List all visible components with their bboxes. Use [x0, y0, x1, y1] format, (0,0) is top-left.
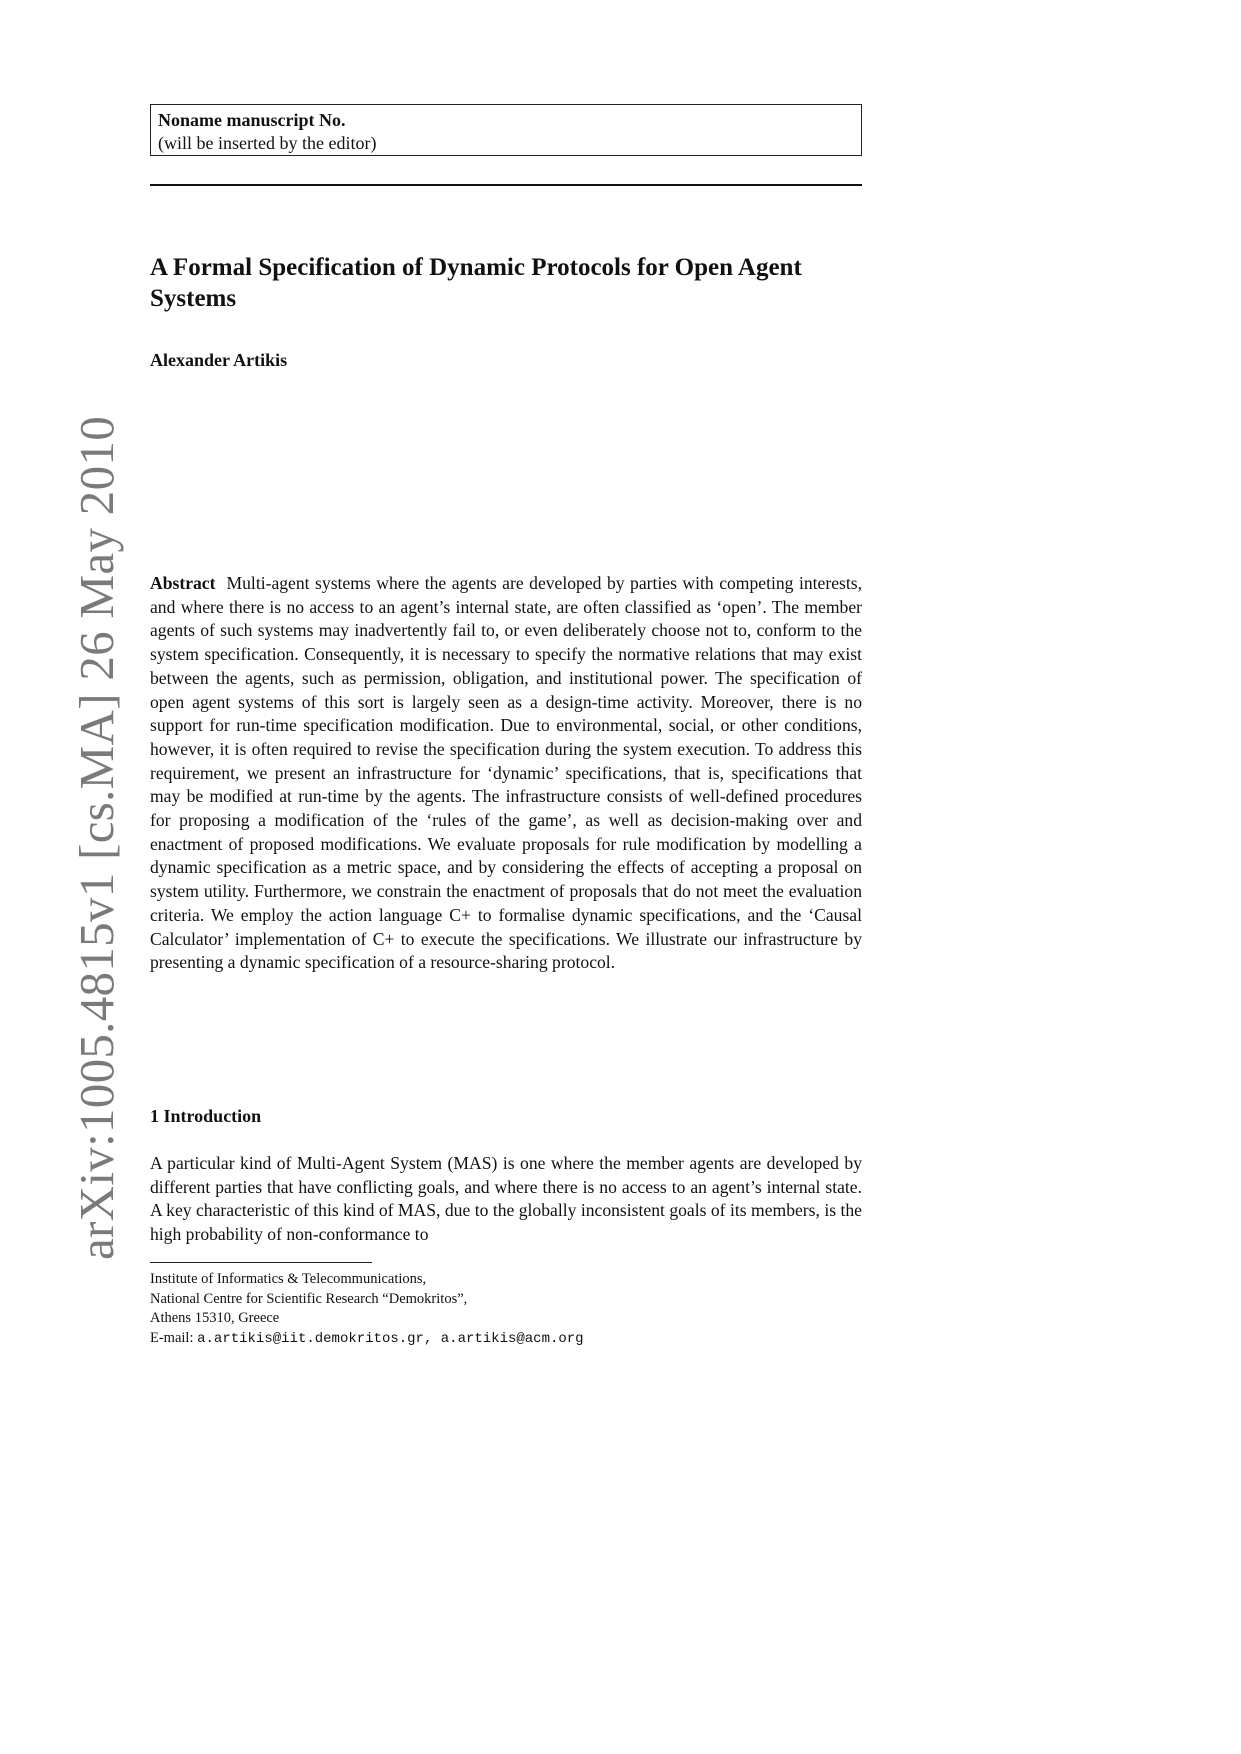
affiliation-centre: National Centre for Scientific Research “Demokritos”,: [150, 1290, 468, 1307]
manuscript-editor-note: (will be inserted by the editor): [158, 133, 377, 153]
abstract-label: Abstract: [150, 573, 216, 593]
introduction-text: A particular kind of Multi-Agent System (MAS) is one where the member agents are developed by different parties that have conflicting goals, and where there is no access to an agent’s internal state. A key characteristic of this kind of MAS, due to the globally inconsistent goals of its members, is the high probability of non-conformance to: [150, 1153, 862, 1245]
affiliation-address: Athens 15310, Greece: [150, 1310, 280, 1326]
affiliation-institute: Institute of Informatics & Telecommunications,: [150, 1271, 427, 1287]
arxiv-stamp: arXiv:1005.4815v1 [cs.MA] 26 May 2010: [69, 415, 124, 1260]
section-heading: 1 Introduction: [150, 1106, 262, 1126]
manuscript-number: Noname manuscript No.: [158, 110, 346, 130]
manuscript-info-box: [150, 104, 862, 156]
author-name: Alexander Artikis: [150, 350, 288, 370]
abstract: [150, 572, 862, 975]
email-addresses: a.artikis@iit.demokritos.gr, a.artikis@acm.org: [197, 1330, 584, 1347]
affiliation-footnote: [150, 1270, 862, 1349]
header-rule: [150, 184, 862, 186]
email-line: [150, 1329, 862, 1350]
paper-title: A Formal Specification of Dynamic Protocols for Open Agent Systems: [150, 254, 802, 312]
abstract-text: Multi-agent systems where the agents are developed by parties with competing interests, and where there is no access to an agent’s internal state, are often classified as ‘open’. The member agents of such systems may inadvertently fail to, or even deliberately choose not to, conform to the system specification. Consequently, it is necessary to specify the normative relations that may exist between the agents, such as permission, obligation, and institutional power. The specification of open agent systems of this sort is largely seen as a design-time activity. Moreover, there is no support for run-time specification modification. Due to environmental, social, or other conditions, however, it is often required to revise the specification during the system execution. To address this requirement, we present an infrastructure for ‘dynamic’ specifications, that is, specifications that may be modified at run-time by the agents. The infrastructure consists of well-defined procedures for proposing a modification of the ‘rules of the game’, as well as decision-making over and enactment of proposed modifications. We evaluate proposals for rule modification by modelling a dynamic specification as a metric space, and by considering the effects of accepting a proposal on system utility. Furthermore, we constrain the enactment of proposals that do not meet the evaluation criteria. We employ the action language C+ to formalise dynamic specifications, and the ‘Causal Calculator’ implementation of C+ to execute the specifications. We illustrate our infrastructure by presenting a dynamic specification of a resource-sharing protocol.: [150, 573, 862, 973]
email-label: E-mail:: [150, 1329, 194, 1346]
footnote-rule: [150, 1262, 372, 1263]
